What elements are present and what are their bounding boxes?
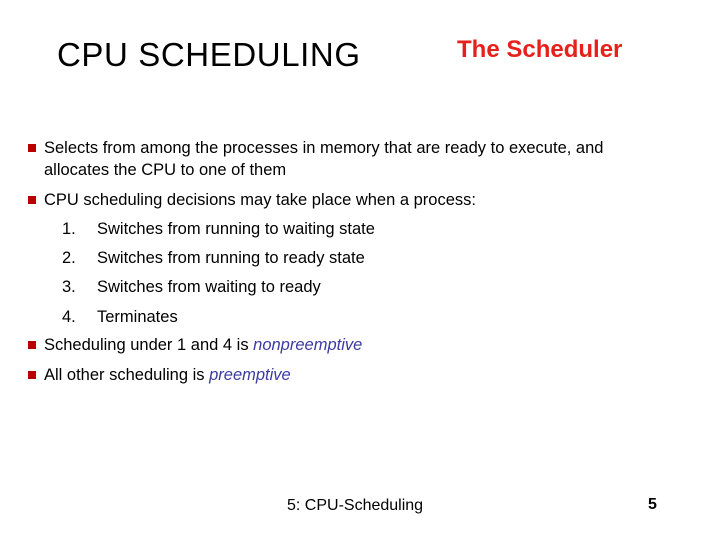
bullet-item xyxy=(28,364,668,386)
bullet-item xyxy=(28,189,668,211)
note-text: Scheduling under 1 and 4 is xyxy=(44,336,254,354)
footer-label: 5: CPU-Scheduling xyxy=(287,497,424,514)
main-title: CPU SCHEDULING xyxy=(57,36,361,73)
condition-text: Switches from running to waiting state xyxy=(97,220,375,238)
condition-item xyxy=(62,306,178,328)
note-text: All other scheduling is xyxy=(44,366,210,384)
condition-text: Switches from running to ready state xyxy=(97,249,365,267)
condition-number: 1. xyxy=(62,220,76,238)
bullet-item xyxy=(28,137,668,181)
preemptive-term: preemptive xyxy=(209,366,291,384)
square-bullet-icon xyxy=(28,371,36,379)
condition-number: 2. xyxy=(62,249,76,267)
bullet-text: CPU scheduling decisions may take place when a process: xyxy=(44,191,476,209)
bullet-item xyxy=(28,334,668,356)
condition-text: Switches from waiting to ready xyxy=(97,278,321,296)
condition-number: 4. xyxy=(62,308,76,326)
square-bullet-icon xyxy=(28,196,36,204)
condition-number: 3. xyxy=(62,278,76,296)
square-bullet-icon xyxy=(28,341,36,349)
condition-item xyxy=(62,247,365,269)
condition-text: Terminates xyxy=(97,308,178,326)
slide-title: The Scheduler xyxy=(457,36,623,63)
page-number: 5 xyxy=(648,496,657,513)
bullet-text: Selects from among the processes in memory that are ready to execute, and allocates the CPU to one of them xyxy=(44,139,604,179)
square-bullet-icon xyxy=(28,144,36,152)
condition-item xyxy=(62,276,321,298)
condition-item xyxy=(62,218,375,240)
nonpreemptive-term: nonpreemptive xyxy=(253,336,363,354)
